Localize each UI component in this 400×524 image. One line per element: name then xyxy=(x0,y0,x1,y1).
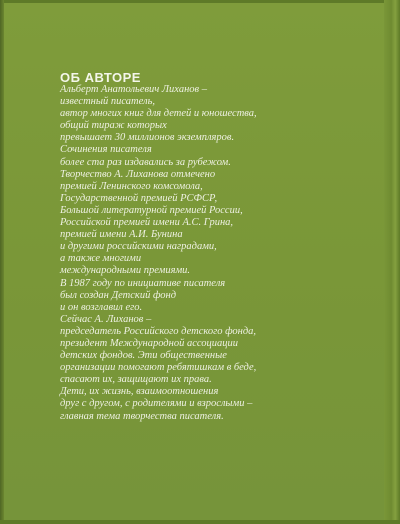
bio-line: организации помогают ребятишкам в беде, xyxy=(60,362,257,374)
cover-bottom-edge xyxy=(0,520,400,524)
bio-line: автор многих книг для детей и юношества, xyxy=(60,108,257,120)
bio-line: спасают их, защищают их права. xyxy=(60,374,212,386)
bio-line: был создан Детский фонд xyxy=(60,289,177,301)
bio-line: главная тема творчества писателя. xyxy=(60,410,224,422)
bio-line: известный писатель, xyxy=(60,96,155,108)
cover-left-edge xyxy=(0,0,4,524)
bio-line: премией Ленинского комсомола, xyxy=(60,180,203,192)
bio-line: Сочинения писателя xyxy=(60,144,152,156)
bio-line: Дети, их жизнь, взаимоотношения xyxy=(60,386,219,398)
cover-spine-edge xyxy=(384,0,400,524)
bio-line: Государственной премией РСФСР, xyxy=(60,192,218,204)
bio-line: друг с другом, с родителями и взрослыми – xyxy=(60,398,253,410)
bio-line: превышает 30 миллионов экземпляров. xyxy=(60,132,235,144)
bio-line: В 1987 году по инициативе писателя xyxy=(60,277,226,289)
bio-line: премией имени А.И. Бунина xyxy=(60,229,183,241)
bio-line: Большой литературной премией России, xyxy=(60,204,243,216)
bio-line: общий тираж которых xyxy=(60,120,167,132)
bio-line: а также многими xyxy=(60,253,142,265)
bio-line: и другими российскими наградами, xyxy=(60,241,217,253)
bio-line: международными премиями. xyxy=(60,265,191,277)
author-biography xyxy=(60,84,360,423)
bio-line: Сейчас А. Лиханов – xyxy=(60,313,152,325)
bio-line: председатель Российского детского фонда, xyxy=(60,325,257,337)
bio-line: Российской премией имени А.С. Грина, xyxy=(60,217,234,229)
bio-line: Альберт Анатольевич Лиханов – xyxy=(60,84,207,95)
bio-line: президент Международной ассоциации xyxy=(60,337,239,349)
about-author-heading: ОБ АВТОРЕ xyxy=(60,70,141,85)
bio-line: и он возглавил его. xyxy=(60,301,143,313)
cover-top-edge xyxy=(0,0,400,3)
bio-line: детских фондов. Эти общественные xyxy=(60,350,227,362)
bio-line: Творчество А. Лиханова отмечено xyxy=(60,168,216,180)
bio-line: более ста раз издавались за рубежом. xyxy=(60,156,231,168)
